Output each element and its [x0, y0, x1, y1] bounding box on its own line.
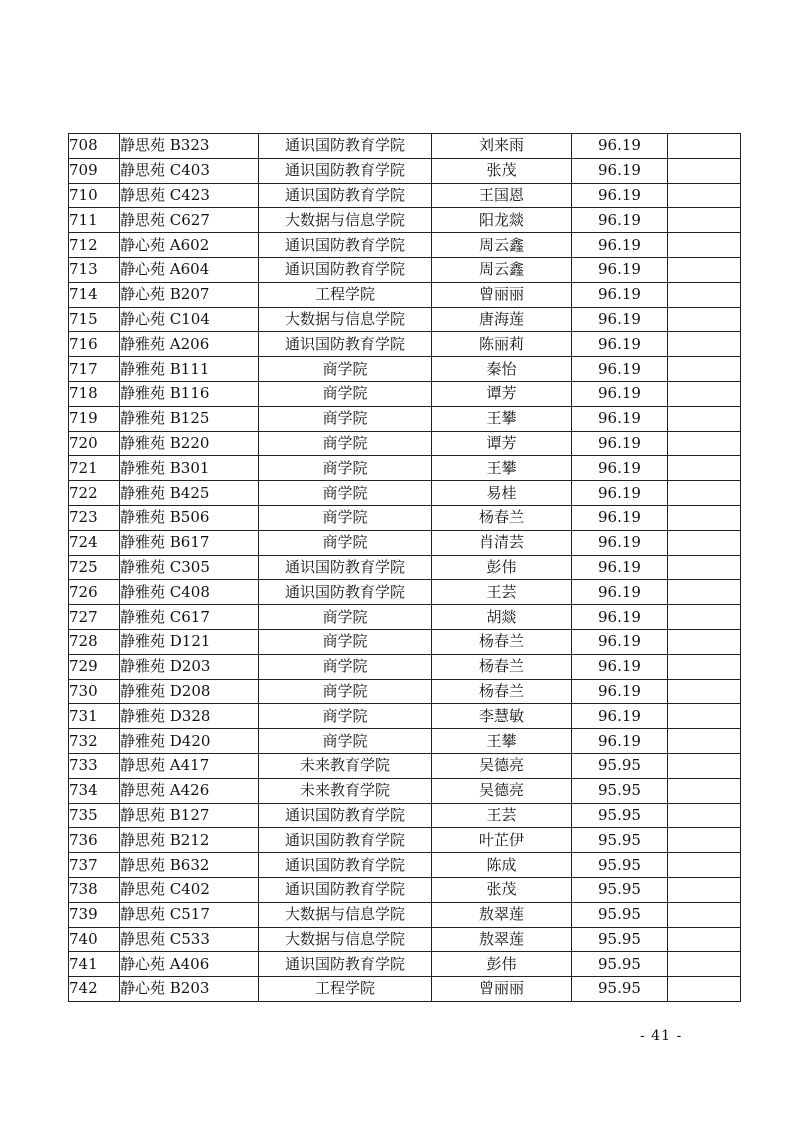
score-cell: 96.19: [572, 158, 668, 183]
row-number-cell: 727: [69, 605, 120, 630]
note-cell: [668, 902, 741, 927]
room-cell: 静雅苑 D420: [120, 729, 259, 754]
row-number-cell: 731: [69, 704, 120, 729]
score-cell: 96.19: [572, 505, 668, 530]
name-cell: 吴德亮: [432, 778, 572, 803]
table-row: [69, 357, 741, 382]
row-number-cell: 739: [69, 902, 120, 927]
table-row: [69, 977, 741, 1002]
score-cell: 96.19: [572, 208, 668, 233]
score-cell: 96.19: [572, 183, 668, 208]
room-cell: 静心苑 A406: [120, 952, 259, 977]
note-cell: [668, 853, 741, 878]
row-number-cell: 722: [69, 481, 120, 506]
note-cell: [668, 877, 741, 902]
room-cell: 静雅苑 B116: [120, 381, 259, 406]
note-cell: [668, 208, 741, 233]
score-cell: 96.19: [572, 729, 668, 754]
row-number-cell: 709: [69, 158, 120, 183]
table-row: [69, 605, 741, 630]
table-row: [69, 679, 741, 704]
score-cell: 95.95: [572, 803, 668, 828]
table-row: [69, 753, 741, 778]
room-cell: 静雅苑 B220: [120, 431, 259, 456]
college-cell: 通识国防教育学院: [259, 332, 432, 357]
college-cell: 工程学院: [259, 282, 432, 307]
college-cell: 通识国防教育学院: [259, 952, 432, 977]
table-row: [69, 406, 741, 431]
name-cell: 彭伟: [432, 555, 572, 580]
score-cell: 95.95: [572, 927, 668, 952]
row-number-cell: 734: [69, 778, 120, 803]
room-cell: 静思苑 A417: [120, 753, 259, 778]
room-cell: 静雅苑 D328: [120, 704, 259, 729]
row-number-cell: 716: [69, 332, 120, 357]
table-row: [69, 704, 741, 729]
room-cell: 静雅苑 C305: [120, 555, 259, 580]
note-cell: [668, 704, 741, 729]
college-cell: 通识国防教育学院: [259, 134, 432, 159]
name-cell: 曾丽丽: [432, 282, 572, 307]
name-cell: 刘来雨: [432, 134, 572, 159]
note-cell: [668, 307, 741, 332]
score-cell: 96.19: [572, 357, 668, 382]
college-cell: 商学院: [259, 605, 432, 630]
name-cell: 杨春兰: [432, 629, 572, 654]
college-cell: 大数据与信息学院: [259, 902, 432, 927]
college-cell: 商学院: [259, 431, 432, 456]
note-cell: [668, 381, 741, 406]
name-cell: 陈成: [432, 853, 572, 878]
room-cell: 静雅苑 A206: [120, 332, 259, 357]
room-cell: 静心苑 A602: [120, 233, 259, 258]
note-cell: [668, 580, 741, 605]
table-row: [69, 927, 741, 952]
college-cell: 通识国防教育学院: [259, 555, 432, 580]
college-cell: 商学院: [259, 406, 432, 431]
name-cell: 谭芳: [432, 431, 572, 456]
table-row: [69, 257, 741, 282]
score-cell: 96.19: [572, 605, 668, 630]
name-cell: 王攀: [432, 456, 572, 481]
table-row: [69, 530, 741, 555]
name-cell: 吴德亮: [432, 753, 572, 778]
note-cell: [668, 431, 741, 456]
table-row: [69, 307, 741, 332]
room-cell: 静心苑 B203: [120, 977, 259, 1002]
row-number-cell: 712: [69, 233, 120, 258]
college-cell: 商学院: [259, 679, 432, 704]
room-cell: 静思苑 B632: [120, 853, 259, 878]
row-number-cell: 736: [69, 828, 120, 853]
score-cell: 95.95: [572, 877, 668, 902]
note-cell: [668, 282, 741, 307]
note-cell: [668, 481, 741, 506]
note-cell: [668, 134, 741, 159]
row-number-cell: 720: [69, 431, 120, 456]
room-cell: 静雅苑 D208: [120, 679, 259, 704]
room-cell: 静雅苑 C617: [120, 605, 259, 630]
room-cell: 静思苑 B323: [120, 134, 259, 159]
row-number-cell: 711: [69, 208, 120, 233]
note-cell: [668, 977, 741, 1002]
row-number-cell: 718: [69, 381, 120, 406]
note-cell: [668, 778, 741, 803]
note-cell: [668, 456, 741, 481]
row-number-cell: 723: [69, 505, 120, 530]
name-cell: 陈丽莉: [432, 332, 572, 357]
score-cell: 96.19: [572, 530, 668, 555]
note-cell: [668, 629, 741, 654]
name-cell: 王国恩: [432, 183, 572, 208]
name-cell: 曾丽丽: [432, 977, 572, 1002]
score-cell: 95.95: [572, 778, 668, 803]
room-cell: 静思苑 B127: [120, 803, 259, 828]
college-cell: 未来教育学院: [259, 753, 432, 778]
name-cell: 彭伟: [432, 952, 572, 977]
name-cell: 王攀: [432, 406, 572, 431]
note-cell: [668, 952, 741, 977]
table-row: [69, 629, 741, 654]
college-cell: 商学院: [259, 357, 432, 382]
row-number-cell: 729: [69, 654, 120, 679]
name-cell: 张茂: [432, 877, 572, 902]
score-cell: 96.19: [572, 456, 668, 481]
table-row: [69, 158, 741, 183]
note-cell: [668, 555, 741, 580]
row-number-cell: 735: [69, 803, 120, 828]
room-cell: 静思苑 C517: [120, 902, 259, 927]
table-row: [69, 828, 741, 853]
row-number-cell: 732: [69, 729, 120, 754]
row-number-cell: 733: [69, 753, 120, 778]
name-cell: 谭芳: [432, 381, 572, 406]
note-cell: [668, 406, 741, 431]
name-cell: 张茂: [432, 158, 572, 183]
note-cell: [668, 828, 741, 853]
room-cell: 静思苑 C402: [120, 877, 259, 902]
room-cell: 静雅苑 B301: [120, 456, 259, 481]
table-row: [69, 505, 741, 530]
table-row: [69, 952, 741, 977]
table-row: [69, 853, 741, 878]
name-cell: 周云鑫: [432, 257, 572, 282]
college-cell: 商学院: [259, 456, 432, 481]
name-cell: 叶芷伊: [432, 828, 572, 853]
note-cell: [668, 927, 741, 952]
note-cell: [668, 357, 741, 382]
name-cell: 胡燚: [432, 605, 572, 630]
table-row: [69, 456, 741, 481]
score-cell: 95.95: [572, 902, 668, 927]
score-cell: 96.19: [572, 629, 668, 654]
college-cell: 通识国防教育学院: [259, 257, 432, 282]
room-cell: 静思苑 C533: [120, 927, 259, 952]
college-cell: 通识国防教育学院: [259, 803, 432, 828]
name-cell: 唐海莲: [432, 307, 572, 332]
score-cell: 96.19: [572, 282, 668, 307]
note-cell: [668, 505, 741, 530]
table-row: [69, 233, 741, 258]
college-cell: 通识国防教育学院: [259, 853, 432, 878]
table-row: [69, 282, 741, 307]
row-number-cell: 726: [69, 580, 120, 605]
college-cell: 工程学院: [259, 977, 432, 1002]
note-cell: [668, 183, 741, 208]
note-cell: [668, 753, 741, 778]
college-cell: 大数据与信息学院: [259, 208, 432, 233]
table-row: [69, 381, 741, 406]
name-cell: 肖清芸: [432, 530, 572, 555]
college-cell: 商学院: [259, 629, 432, 654]
college-cell: 通识国防教育学院: [259, 158, 432, 183]
college-cell: 商学院: [259, 530, 432, 555]
row-number-cell: 721: [69, 456, 120, 481]
name-cell: 敖翠莲: [432, 927, 572, 952]
college-cell: 商学院: [259, 729, 432, 754]
table-row: [69, 134, 741, 159]
score-cell: 96.19: [572, 654, 668, 679]
row-number-cell: 738: [69, 877, 120, 902]
name-cell: 王芸: [432, 803, 572, 828]
row-number-cell: 728: [69, 629, 120, 654]
room-cell: 静思苑 A426: [120, 778, 259, 803]
room-cell: 静雅苑 B111: [120, 357, 259, 382]
row-number-cell: 741: [69, 952, 120, 977]
note-cell: [668, 679, 741, 704]
note-cell: [668, 654, 741, 679]
room-cell: 静雅苑 B617: [120, 530, 259, 555]
college-cell: 通识国防教育学院: [259, 580, 432, 605]
score-cell: 96.19: [572, 257, 668, 282]
table-row: [69, 183, 741, 208]
score-cell: 96.19: [572, 431, 668, 456]
room-cell: 静雅苑 C408: [120, 580, 259, 605]
score-cell: 95.95: [572, 828, 668, 853]
score-cell: 96.19: [572, 679, 668, 704]
score-cell: 96.19: [572, 555, 668, 580]
note-cell: [668, 729, 741, 754]
college-cell: 商学院: [259, 381, 432, 406]
room-cell: 静雅苑 D121: [120, 629, 259, 654]
row-number-cell: 719: [69, 406, 120, 431]
room-cell: 静心苑 C104: [120, 307, 259, 332]
college-cell: 未来教育学院: [259, 778, 432, 803]
note-cell: [668, 158, 741, 183]
row-number-cell: 725: [69, 555, 120, 580]
score-cell: 96.19: [572, 481, 668, 506]
note-cell: [668, 233, 741, 258]
row-number-cell: 737: [69, 853, 120, 878]
name-cell: 杨春兰: [432, 679, 572, 704]
name-cell: 秦怡: [432, 357, 572, 382]
name-cell: 王芸: [432, 580, 572, 605]
table-row: [69, 208, 741, 233]
score-cell: 96.19: [572, 233, 668, 258]
row-number-cell: 710: [69, 183, 120, 208]
score-cell: 95.95: [572, 753, 668, 778]
score-cell: 96.19: [572, 704, 668, 729]
room-cell: 静思苑 B212: [120, 828, 259, 853]
college-cell: 通识国防教育学院: [259, 233, 432, 258]
score-cell: 96.19: [572, 134, 668, 159]
table-row: [69, 803, 741, 828]
note-cell: [668, 530, 741, 555]
table-row: [69, 654, 741, 679]
room-cell: 静雅苑 D203: [120, 654, 259, 679]
college-cell: 商学院: [259, 704, 432, 729]
row-number-cell: 724: [69, 530, 120, 555]
row-number-cell: 715: [69, 307, 120, 332]
table-row: [69, 877, 741, 902]
score-cell: 95.95: [572, 977, 668, 1002]
room-cell: 静心苑 B207: [120, 282, 259, 307]
college-cell: 通识国防教育学院: [259, 183, 432, 208]
table-row: [69, 778, 741, 803]
table-row: [69, 902, 741, 927]
row-number-cell: 714: [69, 282, 120, 307]
score-cell: 96.19: [572, 381, 668, 406]
room-cell: 静雅苑 B506: [120, 505, 259, 530]
page-number: - 41 -: [640, 1028, 683, 1044]
college-cell: 通识国防教育学院: [259, 877, 432, 902]
college-cell: 大数据与信息学院: [259, 307, 432, 332]
table-row: [69, 555, 741, 580]
name-cell: 王攀: [432, 729, 572, 754]
score-cell: 95.95: [572, 952, 668, 977]
room-cell: 静思苑 C627: [120, 208, 259, 233]
score-cell: 96.19: [572, 307, 668, 332]
name-cell: 杨春兰: [432, 505, 572, 530]
row-number-cell: 740: [69, 927, 120, 952]
score-cell: 96.19: [572, 406, 668, 431]
college-cell: 商学院: [259, 654, 432, 679]
room-cell: 静雅苑 B425: [120, 481, 259, 506]
note-cell: [668, 605, 741, 630]
score-cell: 96.19: [572, 580, 668, 605]
college-cell: 商学院: [259, 481, 432, 506]
name-cell: 杨春兰: [432, 654, 572, 679]
table-row: [69, 580, 741, 605]
row-number-cell: 717: [69, 357, 120, 382]
score-cell: 95.95: [572, 853, 668, 878]
note-cell: [668, 803, 741, 828]
table-body: [69, 134, 741, 1002]
table-row: [69, 431, 741, 456]
room-cell: 静心苑 A604: [120, 257, 259, 282]
note-cell: [668, 257, 741, 282]
row-number-cell: 708: [69, 134, 120, 159]
name-cell: 周云鑫: [432, 233, 572, 258]
college-cell: 大数据与信息学院: [259, 927, 432, 952]
name-cell: 李慧敏: [432, 704, 572, 729]
name-cell: 敖翠莲: [432, 902, 572, 927]
row-number-cell: 730: [69, 679, 120, 704]
score-cell: 96.19: [572, 332, 668, 357]
row-number-cell: 742: [69, 977, 120, 1002]
college-cell: 商学院: [259, 505, 432, 530]
table-row: [69, 332, 741, 357]
name-cell: 阳龙燚: [432, 208, 572, 233]
dormitory-score-table: [68, 133, 741, 1002]
room-cell: 静思苑 C403: [120, 158, 259, 183]
note-cell: [668, 332, 741, 357]
college-cell: 通识国防教育学院: [259, 828, 432, 853]
room-cell: 静雅苑 B125: [120, 406, 259, 431]
table-row: [69, 481, 741, 506]
name-cell: 易桂: [432, 481, 572, 506]
table-row: [69, 729, 741, 754]
room-cell: 静思苑 C423: [120, 183, 259, 208]
row-number-cell: 713: [69, 257, 120, 282]
